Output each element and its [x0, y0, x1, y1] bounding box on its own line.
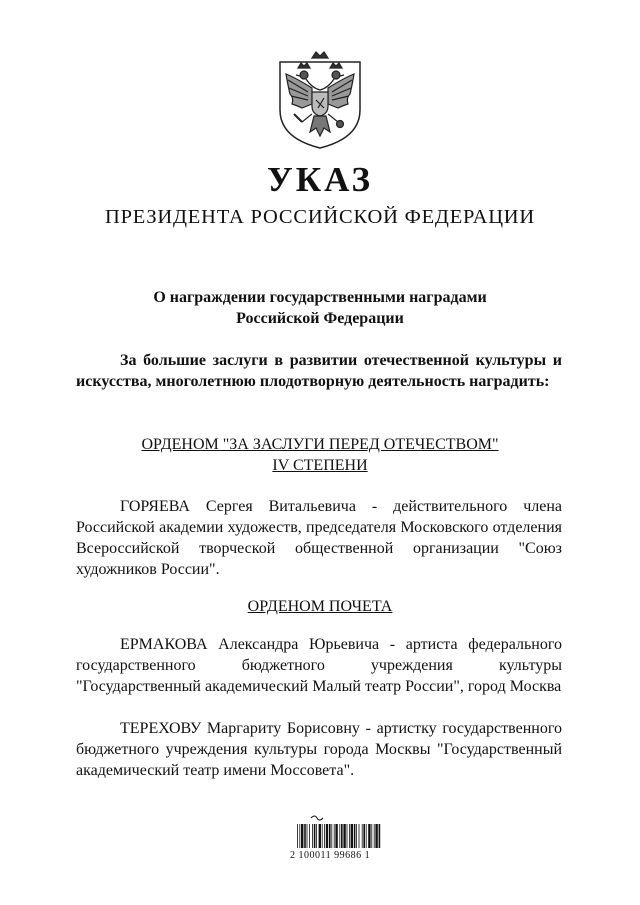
document-title: УКАЗ [267, 160, 373, 199]
award-2-recipient-2: ТЕРЕХОВУ Маргариту Борисовну - артистку государственного бюджетного учреждения культуры города Москвы "Государственный академический театр имени Моссовета". [76, 720, 562, 779]
award-1-title: ОРДЕНОМ "ЗА ЗАСЛУГИ ПЕРЕД ОТЕЧЕСТВОМ" [141, 436, 499, 453]
award-2-title: ОРДЕНОМ ПОЧЕТА [247, 598, 393, 615]
subject-line-2: Российской Федерации [236, 310, 404, 327]
award-1-heading [0, 434, 640, 476]
award-1-recipient: ГОРЯЕВА Сергея Витальевича - действительного члена Российской академии художеств, председателя Московского отделения Всероссийской творческой общественной организации "Союз художников России". [76, 498, 562, 578]
decree-subject [0, 287, 640, 329]
coat-of-arms-icon [272, 48, 368, 150]
award-1-degree: IV СТЕПЕНИ [272, 457, 368, 474]
barcode-icon [293, 812, 383, 872]
document-subtitle: ПРЕЗИДЕНТА РОССИЙСКОЙ ФЕДЕРАЦИИ [104, 206, 536, 228]
award-2-recipient-1: ЕРМАКОВА Александра Юрьевича - артиста федерального государственного бюджетного учреждения культуры "Государственный академический Малый театр России", город Москва [76, 636, 562, 695]
intro-paragraph: За большие заслуги в развитии отечественной культуры и искусства, многолетнюю плодотворную деятельность наградить: [76, 352, 562, 390]
subject-line-1: О награждении государственными наградами [153, 289, 487, 306]
barcode-digits: 2 100011 99686 1 [290, 850, 371, 861]
